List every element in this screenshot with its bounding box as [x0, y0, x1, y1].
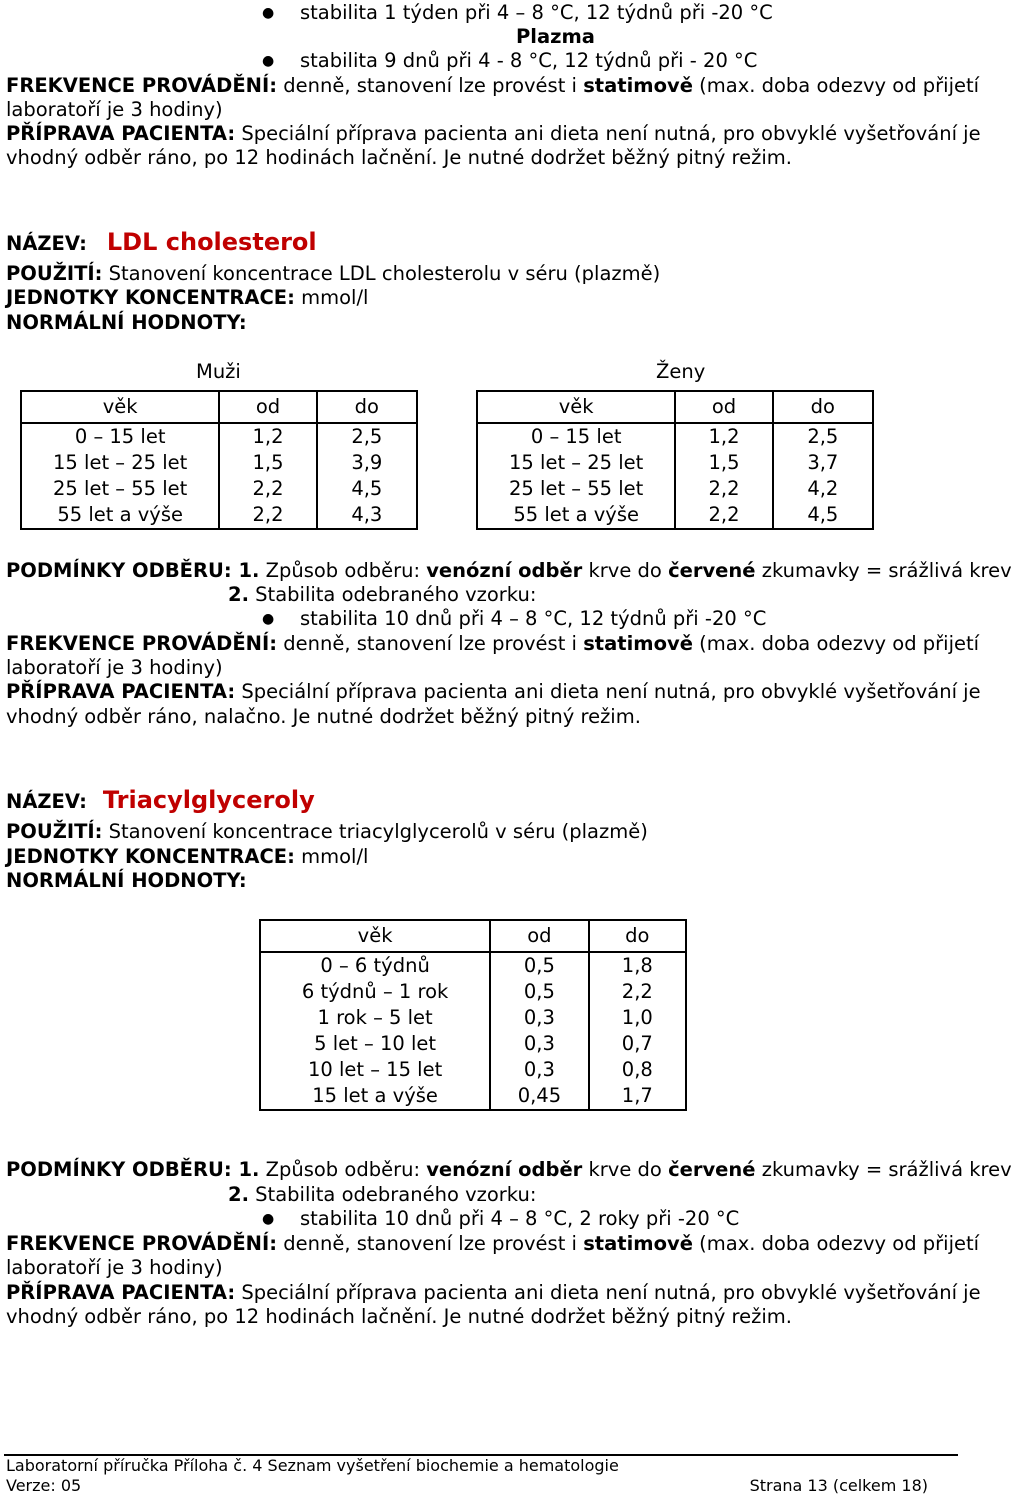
table-cell: 4,3 — [317, 502, 417, 529]
frequency-label: FREKVENCE PROVÁDĚNÍ: — [6, 632, 278, 655]
ldl-frequency-line — [6, 632, 979, 656]
ldl-conditions-line-2 — [228, 583, 536, 607]
table-cell: 6 týdnů – 1 rok — [260, 979, 490, 1005]
frequency-text: denně, stanovení lze provést i — [277, 632, 584, 655]
ldl-units-line — [6, 286, 368, 310]
table-cell: 1,7 — [589, 1083, 686, 1110]
conditions-text: Způsob odběru: — [259, 559, 427, 582]
conditions-text: zkumavky = srážlivá krev — [755, 1158, 1012, 1181]
table-cell: 15 let – 25 let — [21, 450, 219, 476]
footer-title: Laboratorní příručka Příloha č. 4 Seznam vyšetření biochemie a hematologie — [6, 1456, 619, 1475]
conditions-text: krve do — [582, 1158, 669, 1181]
tag-preparation-line-2: vhodný odběr ráno, po 12 hodinách lačnění. Je nutné dodržet běžný pitný režim. — [6, 1305, 792, 1328]
bullet-icon: ● — [262, 1211, 275, 1227]
frequency-statim: statimově — [583, 1232, 693, 1255]
ldl-women-label: Ženy — [656, 360, 706, 383]
tag-conditions-line — [6, 1158, 1012, 1182]
table-cell: 55 let a výše — [21, 502, 219, 529]
table-cell: 2,2 — [675, 502, 772, 529]
col-header: věk — [260, 920, 490, 952]
preparation-label: PŘÍPRAVA PACIENTA: — [6, 1281, 236, 1304]
conditions-label: PODMÍNKY ODBĚRU: — [6, 559, 232, 582]
footer-version: Verze: 05 — [6, 1476, 82, 1495]
table-cell: 5 let – 10 let — [260, 1031, 490, 1057]
ldl-frequency-line-2: laboratoří je 3 hodiny) — [6, 656, 223, 679]
ldl-use-line — [6, 262, 660, 286]
table-cell: 0 – 15 let — [21, 423, 219, 450]
conditions-label: PODMÍNKY ODBĚRU: — [6, 1158, 232, 1181]
table-cell: 1,0 — [589, 1005, 686, 1031]
table-cell: 1,2 — [219, 423, 316, 450]
table-cell: 0,5 — [490, 952, 588, 979]
tag-use-line — [6, 820, 648, 844]
preparation-text: Speciální příprava pacienta ani dieta není nutná, pro obvyklé vyšetřování je — [235, 1281, 981, 1304]
col-header: do — [773, 391, 873, 423]
plasma-heading: Plazma — [516, 25, 595, 48]
frequency-label: FREKVENCE PROVÁDĚNÍ: — [6, 74, 278, 97]
table-cell: 0,5 — [490, 979, 588, 1005]
table-cell: 1,5 — [675, 450, 772, 476]
frequency-text-cont: (max. doba odezvy od přijetí — [692, 1232, 980, 1255]
ldl-men-table — [20, 390, 418, 530]
tag-table — [259, 919, 687, 1111]
frequency-text-cont: (max. doba odezvy od přijetí — [692, 74, 980, 97]
frequency-label: FREKVENCE PROVÁDĚNÍ: — [6, 1232, 278, 1255]
tag-stability: stabilita 10 dnů při 4 – 8 °C, 2 roky při -20 °C — [300, 1207, 740, 1230]
table-cell: 15 let a výše — [260, 1083, 490, 1110]
ldl-preparation-line — [6, 680, 981, 704]
table-cell: 4,2 — [773, 476, 873, 502]
frequency-text: denně, stanovení lze provést i — [277, 1232, 584, 1255]
table-cell: 25 let – 55 let — [21, 476, 219, 502]
ldl-name-line — [6, 228, 317, 258]
conditions-text: Stabilita odebraného vzorku: — [248, 1183, 537, 1206]
tag-normal-label: NORMÁLNÍ HODNOTY: — [6, 869, 247, 892]
table-cell: 4,5 — [773, 502, 873, 529]
preparation-label: PŘÍPRAVA PACIENTA: — [6, 122, 236, 145]
name-label: NÁZEV: — [6, 790, 87, 813]
conditions-num: 2. — [228, 583, 249, 606]
ldl-men-label: Muži — [196, 360, 241, 383]
frequency-text: denně, stanovení lze provést i — [277, 74, 584, 97]
units-label: JEDNOTKY KONCENTRACE: — [6, 286, 295, 309]
frequency-statim: statimově — [583, 632, 693, 655]
table-cell: 2,2 — [219, 476, 316, 502]
table-cell: 2,2 — [589, 979, 686, 1005]
table-cell: 0,7 — [589, 1031, 686, 1057]
tag-conditions-line-2 — [228, 1183, 536, 1207]
stability-bullet-serum: stabilita 1 týden při 4 – 8 °C, 12 týdnů při -20 °C — [300, 1, 773, 24]
use-text: Stanovení koncentrace triacylglycerolů v séru (plazmě) — [102, 820, 648, 843]
tag-frequency-line-2: laboratoří je 3 hodiny) — [6, 1256, 223, 1279]
table-cell: 0,3 — [490, 1005, 588, 1031]
table-cell: 10 let – 15 let — [260, 1057, 490, 1083]
table-cell: 2,2 — [219, 502, 316, 529]
conditions-text: krve do — [582, 559, 669, 582]
conditions-text: zkumavky = srážlivá krev — [755, 559, 1012, 582]
tag-name-line — [6, 786, 315, 816]
footer-page: Strana 13 (celkem 18) — [749, 1476, 928, 1495]
conditions-text: Stabilita odebraného vzorku: — [248, 583, 537, 606]
preparation-text: Speciální příprava pacienta ani dieta není nutná, pro obvyklé vyšetřování je — [235, 680, 981, 703]
table-cell: 0,8 — [589, 1057, 686, 1083]
frequency-statim: statimově — [583, 74, 693, 97]
table-cell: 55 let a výše — [477, 502, 675, 529]
conditions-num: 1. — [231, 559, 260, 582]
preparation-text: Speciální příprava pacienta ani dieta není nutná, pro obvyklé vyšetřování je — [235, 122, 981, 145]
table-cell: 3,7 — [773, 450, 873, 476]
conditions-num: 1. — [231, 1158, 260, 1181]
table-cell: 0 – 6 týdnů — [260, 952, 490, 979]
table-cell: 1,2 — [675, 423, 772, 450]
col-header: od — [490, 920, 588, 952]
conditions-text: Způsob odběru: — [259, 1158, 427, 1181]
col-header: do — [589, 920, 686, 952]
tag-units-line — [6, 845, 368, 869]
ldl-women-table — [476, 390, 874, 530]
conditions-venous: venózní odběr — [426, 1158, 583, 1181]
stability-bullet-plasma: stabilita 9 dnů při 4 - 8 °C, 12 týdnů při - 20 °C — [300, 49, 758, 72]
table-cell: 2,2 — [675, 476, 772, 502]
tag-preparation-line — [6, 1281, 981, 1305]
bullet-icon: ● — [262, 611, 275, 627]
ldl-title: LDL cholesterol — [106, 228, 317, 256]
units-text: mmol/l — [294, 286, 369, 309]
ldl-normal-label: NORMÁLNÍ HODNOTY: — [6, 311, 247, 334]
table-cell: 1,8 — [589, 952, 686, 979]
bullet-icon: ● — [262, 5, 275, 21]
ldl-stability: stabilita 10 dnů při 4 – 8 °C, 12 týdnů při -20 °C — [300, 607, 767, 630]
table-cell: 0,3 — [490, 1031, 588, 1057]
table-cell: 0 – 15 let — [477, 423, 675, 450]
table-cell: 3,9 — [317, 450, 417, 476]
table-cell: 15 let – 25 let — [477, 450, 675, 476]
units-text: mmol/l — [294, 845, 369, 868]
name-label: NÁZEV: — [6, 232, 87, 255]
conditions-red: červené — [668, 559, 756, 582]
table-cell: 0,45 — [490, 1083, 588, 1110]
col-header: od — [219, 391, 316, 423]
use-label: POUŽITÍ: — [6, 262, 103, 285]
frequency-line-2: laboratoří je 3 hodiny) — [6, 98, 223, 121]
bullet-icon: ● — [262, 53, 275, 69]
tag-frequency-line — [6, 1232, 979, 1256]
col-header: od — [675, 391, 772, 423]
units-label: JEDNOTKY KONCENTRACE: — [6, 845, 295, 868]
table-cell: 1,5 — [219, 450, 316, 476]
preparation-line — [6, 122, 981, 146]
conditions-num: 2. — [228, 1183, 249, 1206]
use-label: POUŽITÍ: — [6, 820, 103, 843]
frequency-text-cont: (max. doba odezvy od přijetí — [692, 632, 980, 655]
table-cell: 2,5 — [773, 423, 873, 450]
ldl-conditions-line — [6, 559, 1012, 583]
preparation-label: PŘÍPRAVA PACIENTA: — [6, 680, 236, 703]
preparation-line-2: vhodný odběr ráno, po 12 hodinách lačnění. Je nutné dodržet běžný pitný režim. — [6, 146, 792, 169]
use-text: Stanovení koncentrace LDL cholesterolu v séru (plazmě) — [102, 262, 661, 285]
table-cell: 1 rok – 5 let — [260, 1005, 490, 1031]
conditions-red: červené — [668, 1158, 756, 1181]
tag-title: Triacylglyceroly — [102, 786, 315, 814]
frequency-line — [6, 74, 979, 98]
table-cell: 4,5 — [317, 476, 417, 502]
ldl-preparation-line-2: vhodný odběr ráno, nalačno. Je nutné dodržet běžný pitný režim. — [6, 705, 641, 728]
table-cell: 2,5 — [317, 423, 417, 450]
table-cell: 0,3 — [490, 1057, 588, 1083]
col-header: věk — [477, 391, 675, 423]
conditions-venous: venózní odběr — [426, 559, 583, 582]
col-header: věk — [21, 391, 219, 423]
table-cell: 25 let – 55 let — [477, 476, 675, 502]
col-header: do — [317, 391, 417, 423]
